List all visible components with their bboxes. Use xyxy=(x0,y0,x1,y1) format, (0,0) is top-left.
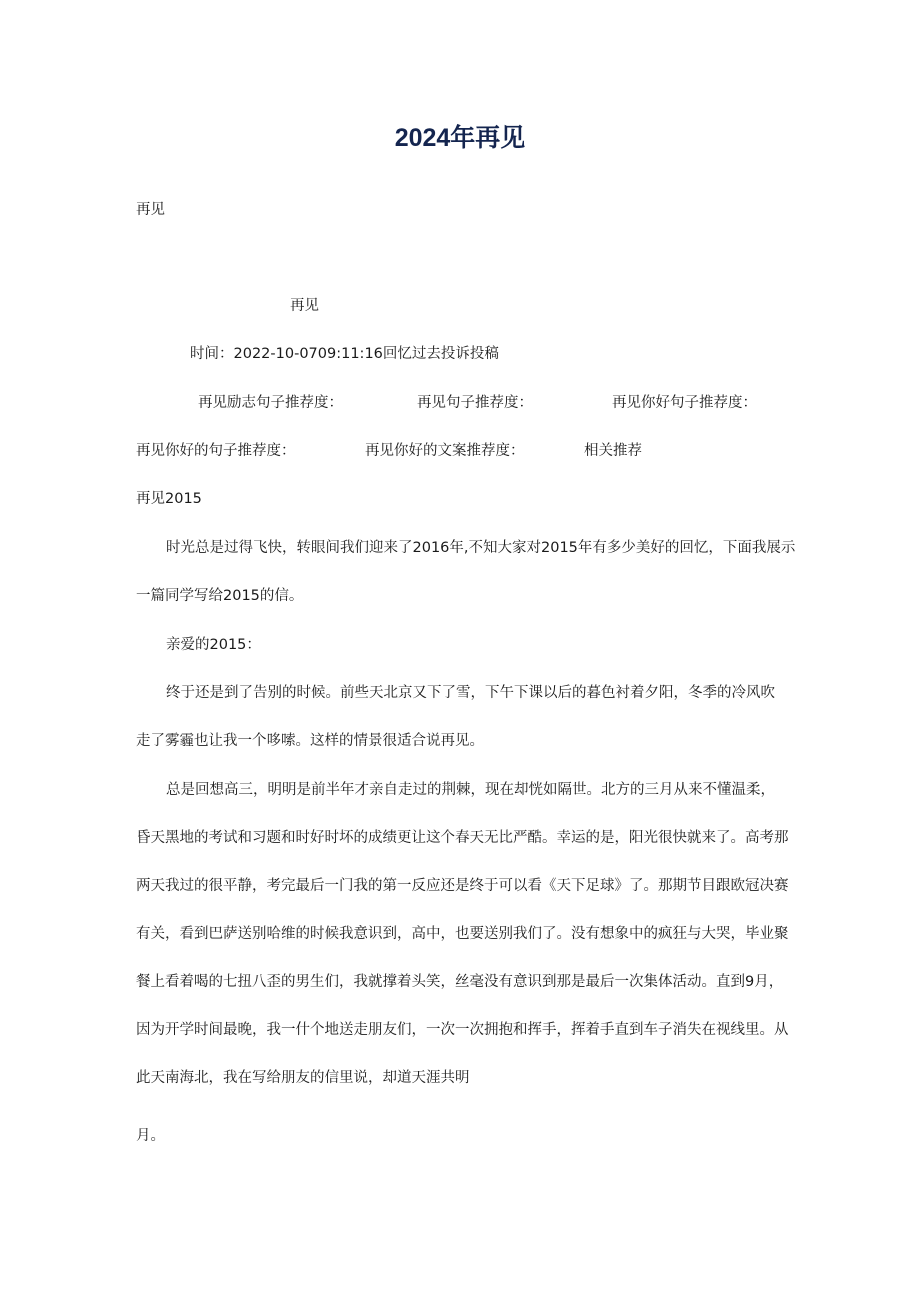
paragraph-line: 月。 xyxy=(136,1128,165,1144)
paragraph-line: 终于还是到了告别的时候。前些天北京又下了雪，下午下课以后的暮色衬着夕阳，冬季的冷风吹 xyxy=(166,685,775,701)
paragraph-line: 餐上看着喝的七扭八歪的男生们，我就撑着头笑，丝毫没有意识到那是最后一次集体活动。直到9月， xyxy=(136,974,784,990)
document-title: 2024年再见 xyxy=(394,124,526,152)
paragraph-line: 昏天黑地的考试和习题和时好时坏的成绩更让这个春天无比严酷。幸运的是，阳光很快就来了。高考那 xyxy=(136,830,789,846)
paragraph-line: 有关，看到巴萨送别哈维的时候我意识到，高中，也要送别我们了。没有想象中的疯狂与大哭，毕业聚 xyxy=(136,926,789,942)
time-info-line: 时间：2022-10-0709:11:16回忆过去投诉投稿 xyxy=(190,346,499,362)
paragraph-line: 因为开学时间最晚，我一什个地送走朋友们，一次一次拥抱和挥手，挥着手直到车子消失在视线里。从 xyxy=(136,1022,789,1038)
paragraph-line: 一篇同学写给2015的信。 xyxy=(136,588,304,604)
recommend-link[interactable]: 再见你好的句子推荐度： xyxy=(136,443,296,459)
article-subtitle: 再见 xyxy=(290,298,319,314)
recommend-link[interactable]: 再见你好句子推荐度： xyxy=(612,395,757,411)
paragraph-line: 走了雾霾也让我一个哆嗦。这样的情景很适合说再见。 xyxy=(136,733,484,749)
recommend-link[interactable]: 再见句子推荐度： xyxy=(417,395,533,411)
recommend-link[interactable]: 再见你好的文案推荐度： xyxy=(365,443,525,459)
paragraph-line: 时光总是过得飞快，转眼间我们迎来了2016年,不知大家对2015年有多少美好的回忆，下面我展示 xyxy=(166,540,796,556)
paragraph-line: 总是回想高三，明明是前半年才亲自走过的荆棘，现在却恍如隔世。北方的三月从来不懂温柔， xyxy=(166,782,775,798)
salutation-line: 亲爱的2015： xyxy=(166,637,261,653)
related-recommend-link[interactable]: 相关推荐 xyxy=(584,443,642,459)
paragraph-line: 此天南海北，我在写给朋友的信里说，却道天涯共明 xyxy=(136,1070,470,1086)
article-heading: 再见2015 xyxy=(136,491,202,507)
section-label: 再见 xyxy=(136,202,165,218)
recommend-link[interactable]: 再见励志句子推荐度： xyxy=(198,395,343,411)
paragraph-line: 两天我过的很平静，考完最后一门我的第一反应还是终于可以看《天下足球》了。那期节目跟欧冠决赛 xyxy=(136,878,789,894)
